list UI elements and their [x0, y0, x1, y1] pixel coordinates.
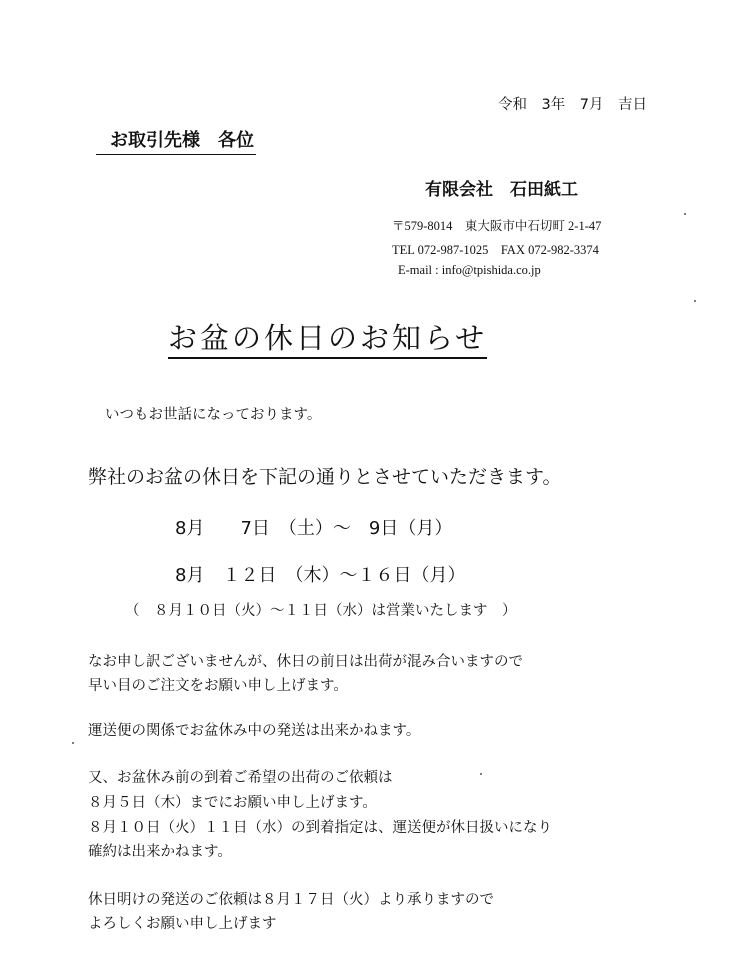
body-line: 早い目のご注文をお願い申し上げます。 — [88, 678, 348, 694]
company-email: E-mail : info@tpishida.co.jp — [398, 263, 541, 277]
body-line: ８月１０日（火）１１日（水）の到着指定は、運送便が休日扱いになり — [88, 820, 552, 836]
body-line: よろしくお願い申し上げます — [88, 916, 277, 932]
holiday-period-2: 8月 １２日 （木）～１６日（月） — [175, 565, 466, 586]
company-address: 〒579-8014 東大阪市中石切町 2-1-47 — [392, 219, 602, 233]
body-line: 確約は出来かねます。 — [88, 844, 232, 860]
body-line: なお申し訳ございませんが、休日の前日は出荷が混み合いますので — [88, 654, 523, 670]
scan-speck — [684, 213, 686, 215]
issue-date: 令和 3年 7月 吉日 — [498, 97, 647, 113]
body-line: 休日明けの発送のご依頼は８月１７日（火）より承りますので — [88, 892, 494, 908]
body-line: 又、お盆休み前の到着ご希望の出荷のご依頼は — [88, 770, 393, 786]
body-line: 運送便の関係でお盆休み中の発送は出来かねます。 — [88, 723, 421, 739]
business-days-note: （ ８月１０日（火）～１１日（水）は営業いたします ） — [125, 603, 517, 619]
company-name: 有限会社 石田紙工 — [425, 180, 578, 200]
body-line: ８月５日（木）までにお願い申し上げます。 — [88, 795, 377, 811]
holiday-period-1: 8月 7日 （土）～ 9日（月） — [175, 518, 453, 539]
scan-speck — [72, 742, 74, 744]
recipient-line: お取引先様 各位 — [96, 126, 256, 155]
greeting-text: いつもお世話になっております。 — [105, 407, 322, 423]
intro-text: 弊社のお盆の休日を下記の通りとさせていただきます。 — [88, 466, 562, 488]
scan-speck — [694, 300, 696, 302]
scan-speck — [480, 773, 482, 775]
company-phone-fax: TEL 072-987-1025 FAX 072-982-3374 — [392, 243, 599, 257]
notice-title: お盆の休日のお知らせ — [168, 316, 487, 359]
